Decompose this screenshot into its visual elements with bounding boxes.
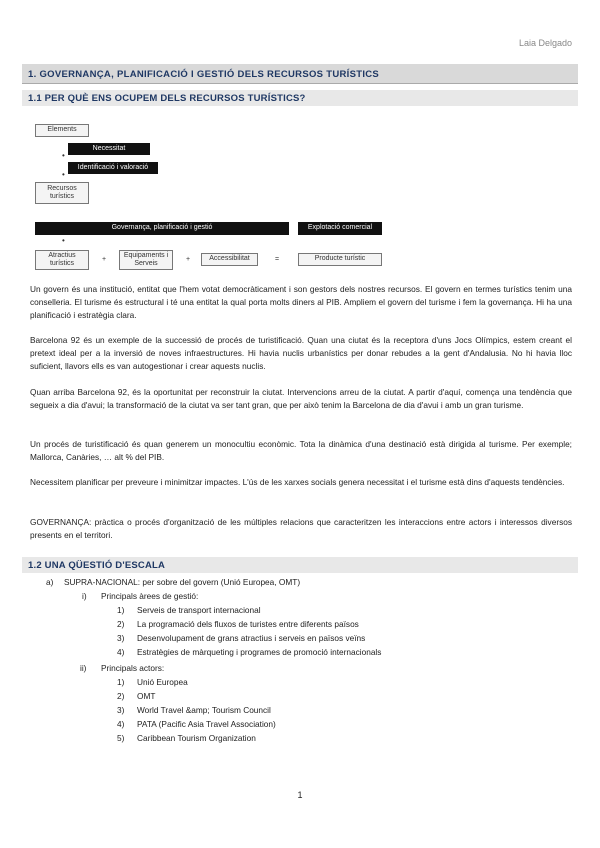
diagram-identificacio-box: Identificació i valoració [68,162,158,174]
list-marker: 1) [117,605,125,615]
diagram-plus-sign: + [186,256,191,263]
diagram-accessibilitat-box: Accessibilitat [201,253,258,266]
page-number: 1 [297,790,303,800]
list-item-actor: OMT [137,691,156,701]
list-marker: 1) [117,677,125,687]
list-item-actor: Caribbean Tourism Organization [137,733,256,743]
paragraph-reconstruccio: Quan arriba Barcelona 92, és la oportunitat per reconstruir la ciutat. Intervencions arreu de la ciutat. A partir d'aquí, comença una tendència que segueix a dia d'avui; la transformació de la ciutat va ser tant gran, que per això tenim la Barcelona de dia d'avui i amb un gran turisme. [30,387,572,410]
list-marker: ii) [80,663,87,673]
list-item-area: La programació dels fluxos de turistes entre diferents països [137,619,359,629]
paragraph-governanca-definition: GOVERNANÇA: pràctica o procés d'organització de les múltiples relacions que caracteritzen les interaccions entre actors i interessos diversos presents en el territori. [30,517,572,540]
diagram-equipaments-box: Equipaments i Serveis [119,250,173,270]
paragraph-planificar: Necessitem planificar per preveure i minimitzar impactes. L'ús de les xarxes socials genera necessitat i el turisme està dins d'aquests tendències. [30,477,565,487]
diagram-governanca-box: Governança, planificació i gestió [35,222,289,235]
list-marker: a) [46,577,54,587]
list-item-actor: Unió Europea [137,677,188,687]
diagram-producte-box: Producte turístic [298,253,382,266]
diagram-bullet: • [62,151,65,160]
list-marker: 3) [117,633,125,643]
list-item-actor: PATA (Pacific Asia Travel Association) [137,719,276,729]
author-name: Laia Delgado [518,38,572,48]
list-marker: 2) [117,691,125,701]
paragraph-govern: Un govern és una institució, entitat que l'hem votat democràticament i son gestors dels nostres recursos. El govern en termes turístics tenim una conselleria. El turisme és estructural i té una entitat la qual porta molts diners al PIB. Ampliem el govern del turisme i fem la governança. Hi ha una planificació i estratègia clara. [30,284,572,320]
diagram-necessitat-box: Necessitat [68,143,150,155]
list-marker: i) [82,591,87,601]
diagram-bullet: • [62,170,65,179]
diagram-explotacio-box: Explotació comercial [298,222,382,235]
paragraph-barcelona-92: Barcelona 92 és un exemple de la successió de procés de turistificació. Quan una ciutat és la receptora d'uns Jocs Olímpics, estem creant el pretext ideal per a la inversió de noves infraestructures. Hi havia nuclis urbanístics per donar rebudes a la gent d'Andalusia. No hi havia lloc suficient, llavors ells es van autogestionar i crear aquests nuclis. [30,335,572,371]
paragraph-turistificacio: Un procés de turistificació és quan generem un monocultiu econòmic. Tota la dinàmica d'una destinació està dirigida al turisme. Per exemple; Mallorca, Canàries, … alt % del PIB. [30,439,572,462]
diagram-equals-sign: = [275,256,280,263]
diagram-plus-sign: + [102,256,107,263]
diagram-bullet: • [62,236,65,245]
subsection-heading-1-1: 1.1 PER QUÈ ENS OCUPEM DELS RECURSOS TURÍSTICS? [22,90,578,106]
diagram-recursos-box: Recursos turístics [35,182,89,204]
list-item-area: Estratègies de màrqueting i programes de promoció internacionals [137,647,382,657]
list-marker: 3) [117,705,125,715]
section-heading: 1. GOVERNANÇA, PLANIFICACIÓ I GESTIÓ DELS RECURSOS TURÍSTICS [22,64,578,84]
list-item-area: Serveis de transport internacional [137,605,261,615]
list-item-actors-heading: Principals actors: [101,663,165,673]
list-marker: 2) [117,619,125,629]
list-item-areas-heading: Principals àrees de gestió: [101,591,199,601]
diagram-elements-box: Elements [35,124,89,137]
list-item-area: Desenvolupament de grans atractius i serveis en països veïns [137,633,366,643]
subsection-heading-1-2: 1.2 UNA QÜESTIÓ D'ESCALA [22,557,578,573]
diagram-atractius-box: Atractius turístics [35,250,89,270]
list-item-supranacional: SUPRA-NACIONAL: per sobre del govern (Unió Europea, OMT) [64,577,301,587]
list-marker: 5) [117,733,125,743]
list-marker: 4) [117,647,125,657]
list-item-actor: World Travel &amp; Tourism Council [137,705,271,715]
list-marker: 4) [117,719,125,729]
